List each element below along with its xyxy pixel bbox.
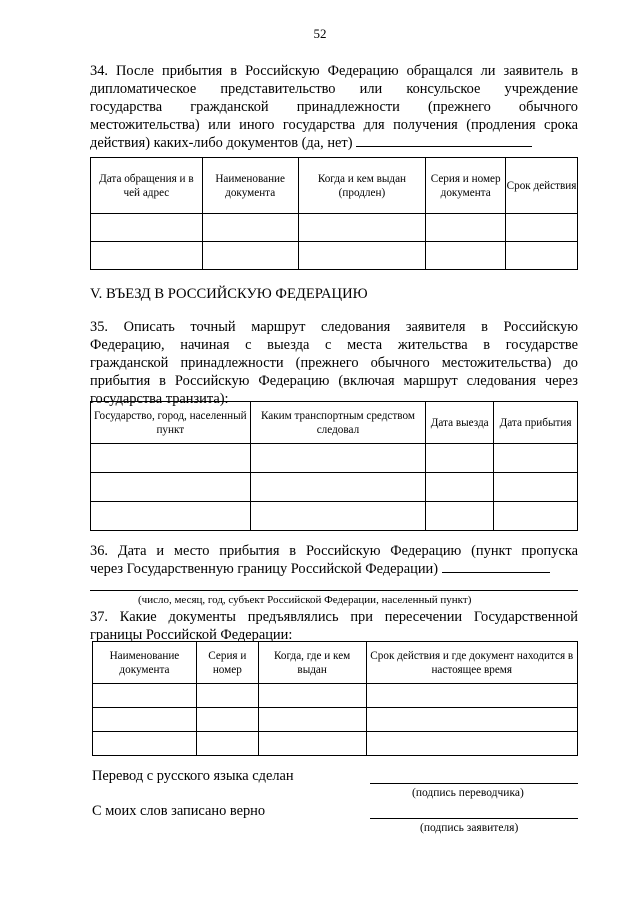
- table-cell[interactable]: [250, 502, 426, 531]
- table-cell[interactable]: [91, 214, 203, 242]
- table-cell[interactable]: [426, 242, 506, 270]
- table-cell[interactable]: [93, 708, 197, 732]
- table-cell[interactable]: [298, 242, 426, 270]
- q37-table: [92, 641, 578, 756]
- table-cell[interactable]: [91, 473, 251, 502]
- q34-header-cell: Когда и кем выдан (продлен): [298, 158, 426, 214]
- translator-caption: (подпись переводчика): [412, 787, 524, 799]
- page-number: 52: [313, 26, 327, 41]
- table-cell[interactable]: [93, 732, 197, 756]
- q35-header-cell: Дата прибытия: [494, 402, 578, 444]
- table-cell[interactable]: [366, 732, 578, 756]
- table-cell[interactable]: [258, 684, 366, 708]
- table-row: [91, 444, 578, 473]
- table-row: [93, 732, 578, 756]
- q37-line: границы Российской Федерации:: [90, 627, 293, 643]
- q37-header-cell: Наименование документа: [93, 642, 197, 684]
- q35-header-cell: Каким транспортным средством следовал: [250, 402, 426, 444]
- q34-line: местожительства) или иного государства для получения (продления срока: [90, 117, 578, 133]
- table-cell[interactable]: [506, 214, 578, 242]
- table-cell[interactable]: [494, 502, 578, 531]
- table-cell[interactable]: [258, 708, 366, 732]
- q34-answer-line[interactable]: [356, 134, 532, 147]
- q35-line: Федерацию, начиная с выезда с места жительства в государстве: [90, 337, 578, 353]
- table-cell[interactable]: [93, 684, 197, 708]
- q34-header-cell: Наименование документа: [202, 158, 298, 214]
- verified-label: С моих слов записано верно: [92, 803, 266, 819]
- applicant-caption: (подпись заявителя): [420, 822, 519, 834]
- translation-label: Перевод с русского языка сделан: [92, 768, 294, 784]
- table-cell[interactable]: [494, 473, 578, 502]
- table-cell[interactable]: [506, 242, 578, 270]
- table-cell[interactable]: [366, 684, 578, 708]
- q37-header-cell: Когда, где и кем выдан: [258, 642, 366, 684]
- q35-header-cell: Дата выезда: [426, 402, 494, 444]
- question-34-text: [90, 62, 578, 152]
- q35-header-cell: Государство, город, населенный пункт: [91, 402, 251, 444]
- table-row: [91, 214, 578, 242]
- q36-caption: (число, месяц, год, субъект Российской Федерации, населенный пункт): [138, 594, 472, 606]
- table-cell[interactable]: [366, 708, 578, 732]
- translator-signature-line[interactable]: [370, 783, 578, 784]
- q37-header-cell: Серия и номер: [196, 642, 258, 684]
- table-cell[interactable]: [426, 473, 494, 502]
- q35-line: 35. Описать точный маршрут следования заявителя в Российскую: [90, 319, 578, 335]
- q34-header-cell: Дата обращения и в чей адрес: [91, 158, 203, 214]
- table-cell[interactable]: [202, 242, 298, 270]
- table-cell[interactable]: [91, 502, 251, 531]
- table-cell[interactable]: [91, 242, 203, 270]
- q37-header-cell: Срок действия и где документ находится в настоящее время: [366, 642, 578, 684]
- q35-table: [90, 401, 578, 531]
- question-36-text: [90, 542, 578, 578]
- table-cell[interactable]: [196, 684, 258, 708]
- applicant-signature-line[interactable]: [370, 818, 578, 819]
- table-cell[interactable]: [91, 444, 251, 473]
- q35-line: гражданской принадлежности (прежнего обычного местожительства) до: [90, 355, 578, 371]
- table-row: [93, 684, 578, 708]
- q34-header-cell: Срок действия: [506, 158, 578, 214]
- table-row: [91, 473, 578, 502]
- q36-line: 36. Дата и место прибытия в Российскую Федерацию (пункт пропуска: [90, 543, 578, 559]
- table-cell[interactable]: [494, 444, 578, 473]
- q36-line: через Государственную границу Российской Федерации): [90, 561, 439, 577]
- question-37-text: [90, 608, 578, 644]
- question-35-text: [90, 318, 578, 408]
- q34-line: 34. После прибытия в Российскую Федерацию обращался ли заявитель в: [90, 63, 578, 79]
- q34-line: государства гражданской принадлежности (прежнего обычного: [90, 99, 578, 115]
- table-cell[interactable]: [258, 732, 366, 756]
- q34-last-line: [90, 134, 578, 152]
- q34-header-cell: Серия и номер документа: [426, 158, 506, 214]
- q36-last-line: [90, 560, 578, 578]
- table-cell[interactable]: [196, 708, 258, 732]
- q35-line: государства транзита):: [90, 391, 229, 407]
- q34-line: дипломатическое представительство или консульское учреждение: [90, 81, 578, 97]
- table-cell[interactable]: [426, 444, 494, 473]
- table-cell[interactable]: [250, 473, 426, 502]
- table-cell[interactable]: [196, 732, 258, 756]
- q34-table: [90, 157, 578, 270]
- table-cell[interactable]: [426, 502, 494, 531]
- q35-line: прибытия в Российскую Федерацию (включая маршрут следования через: [90, 373, 578, 389]
- q36-answer-line-2[interactable]: [90, 590, 578, 591]
- table-row: [91, 242, 578, 270]
- table-row: [93, 708, 578, 732]
- q36-answer-line[interactable]: [442, 560, 550, 573]
- q34-line: действия) каких-либо документов (да, нет): [90, 135, 353, 151]
- table-row: [91, 502, 578, 531]
- table-cell[interactable]: [202, 214, 298, 242]
- table-cell[interactable]: [426, 214, 506, 242]
- table-cell[interactable]: [250, 444, 426, 473]
- table-cell[interactable]: [298, 214, 426, 242]
- section-heading: V. ВЪЕЗД В РОССИЙСКУЮ ФЕДЕРАЦИЮ: [90, 286, 368, 302]
- q37-line: 37. Какие документы предъявлялись при пересечении Государственной: [90, 609, 578, 625]
